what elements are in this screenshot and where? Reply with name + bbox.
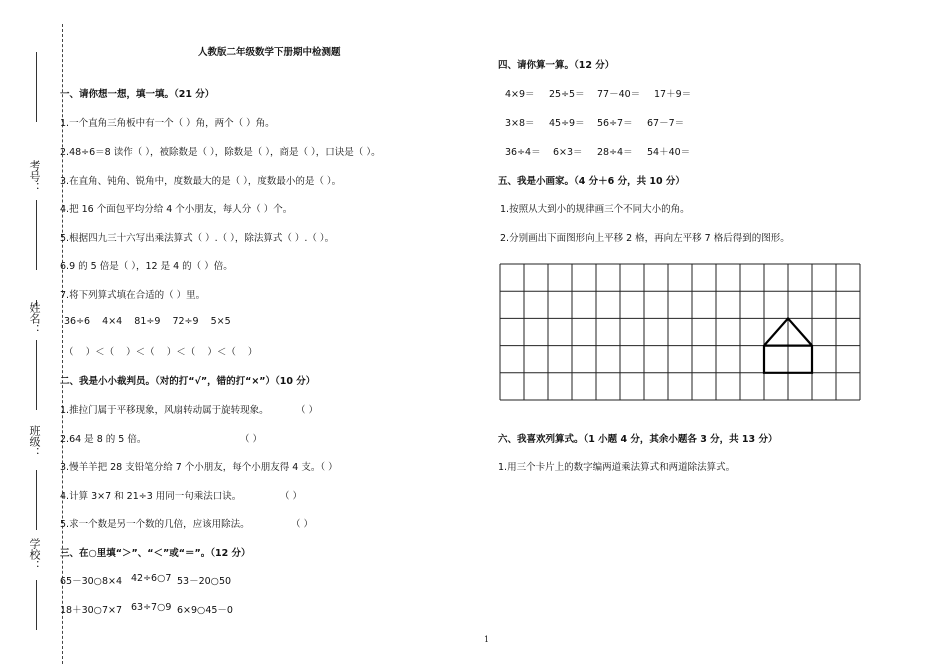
- section-2-heading: 二、我是小小裁判员。（对的打“√”，错的打“×”）（10 分）: [60, 376, 316, 387]
- s4-r1-c3: 77－40＝: [597, 89, 641, 100]
- s1-expressions: 36÷6 4×4 81÷9 72÷9 5×5: [64, 316, 231, 327]
- section-3-heading: 三、在○里填“＞”、“＜”或“＝”。（12 分）: [60, 548, 251, 559]
- s1-item-2: 2.48÷6＝8 读作（ ），被除数是（ ），除数是（ ），商是（ ），口诀是（ ）。: [60, 147, 381, 158]
- s2-paren-4: （ ）: [280, 491, 303, 502]
- s3-row2-b: 63÷7○9: [131, 602, 172, 613]
- s1-order: （ ）＜（ ）＜（ ）＜（ ）＜（ ）: [64, 347, 258, 358]
- s3-row1-a: 65－30○8×4: [60, 576, 123, 587]
- binding-margin: [0, 0, 70, 671]
- s2-item-3: 3.慢羊羊把 28 支铅笔分给 7 个小朋友，每个小朋友得 4 支。（ ）: [60, 462, 338, 473]
- s1-item-3: 3.在直角、钝角、锐角中，度数最大的是（ ），度数最小的是（ ）。: [60, 176, 342, 187]
- s2-paren-2: （ ）: [240, 434, 263, 445]
- school-label: 学校：: [28, 538, 41, 571]
- binding-rule: [36, 470, 37, 530]
- s5-item-2: 2.分别画出下面图形向上平移 2 格，再向左平移 7 格后得到的图形。: [500, 233, 790, 244]
- s2-item-2: 2.64 是 8 的 5 倍。: [60, 434, 147, 445]
- grid-lines: [500, 264, 860, 400]
- s4-r3-c2: 6×3＝: [553, 147, 583, 158]
- s1-item-1: 1.一个直角三角板中有一个（ ）角，两个（ ）角。: [60, 118, 275, 129]
- binding-rule: [36, 580, 37, 630]
- s4-r2-c4: 67－7＝: [647, 118, 685, 129]
- s4-r3-c3: 28÷4＝: [597, 147, 633, 158]
- binding-rule: [36, 340, 37, 410]
- exam-number-label: 考号：: [28, 160, 41, 193]
- s4-r3-c4: 54＋40＝: [647, 147, 691, 158]
- s4-r2-c2: 45÷9＝: [549, 118, 585, 129]
- s5-item-1: 1.按照从大到小的规律画三个不同大小的角。: [500, 204, 690, 215]
- s4-r2-c1: 3×8＝: [505, 118, 535, 129]
- s1-item-5: 5.根据四九三十六写出乘法算式（ ）.（ ），除法算式（ ）.（ ）。: [60, 233, 335, 244]
- s2-paren-5: （ ）: [291, 519, 314, 530]
- binding-rule: [36, 200, 37, 270]
- s4-r3-c1: 36÷4＝: [505, 147, 541, 158]
- s4-r1-c4: 17＋9＝: [654, 89, 692, 100]
- s1-item-4: 4.把 16 个面包平均分给 4 个小朋友，每人分（ ）个。: [60, 204, 293, 215]
- s1-item-7: 7.将下列算式填在合适的（ ）里。: [60, 290, 206, 301]
- section-5-heading: 五、我是小画家。（4 分＋6 分，共 10 分）: [498, 176, 685, 187]
- section-6-heading: 六、我喜欢列算式。（1 小题 4 分，其余小题各 3 分，共 13 分）: [498, 434, 778, 445]
- s3-row1-c: 53－20○50: [177, 576, 232, 587]
- class-label: 班级：: [28, 425, 41, 458]
- s3-row2-c: 6×9○45－0: [177, 605, 233, 616]
- translation-grid: [499, 263, 862, 401]
- s2-item-1: 1.推拉门属于平移现象，风扇转动属于旋转现象。: [60, 405, 269, 416]
- s4-r1-c2: 25÷5＝: [549, 89, 585, 100]
- section-1-heading: 一、请你想一想，填一填。（21 分）: [60, 89, 215, 100]
- s2-paren-1: （ ）: [296, 405, 319, 416]
- page-number: 1: [484, 635, 490, 644]
- s6-item-1: 1.用三个卡片上的数字编两道乘法算式和两道除法算式。: [498, 462, 736, 473]
- s1-item-6: 6.9 的 5 倍是（ ），12 是 4 的（ ）倍。: [60, 261, 233, 272]
- page-title: 人教版二年级数学下册期中检测题: [198, 47, 341, 58]
- s2-item-5: 5.求一个数是另一个数的几倍，应该用除法。: [60, 519, 250, 530]
- s2-item-4: 4.计算 3×7 和 21÷3 用同一句乘法口诀。: [60, 491, 242, 502]
- s3-row1-b: 42÷6○7: [131, 573, 172, 584]
- s3-row2-a: 18＋30○7×7: [60, 605, 123, 616]
- section-4-heading: 四、请你算一算。（12 分）: [498, 60, 615, 71]
- s4-r2-c3: 56÷7＝: [597, 118, 633, 129]
- binding-rule: [36, 52, 37, 122]
- name-label: 姓名：: [28, 302, 41, 335]
- s4-r1-c1: 4×9＝: [505, 89, 535, 100]
